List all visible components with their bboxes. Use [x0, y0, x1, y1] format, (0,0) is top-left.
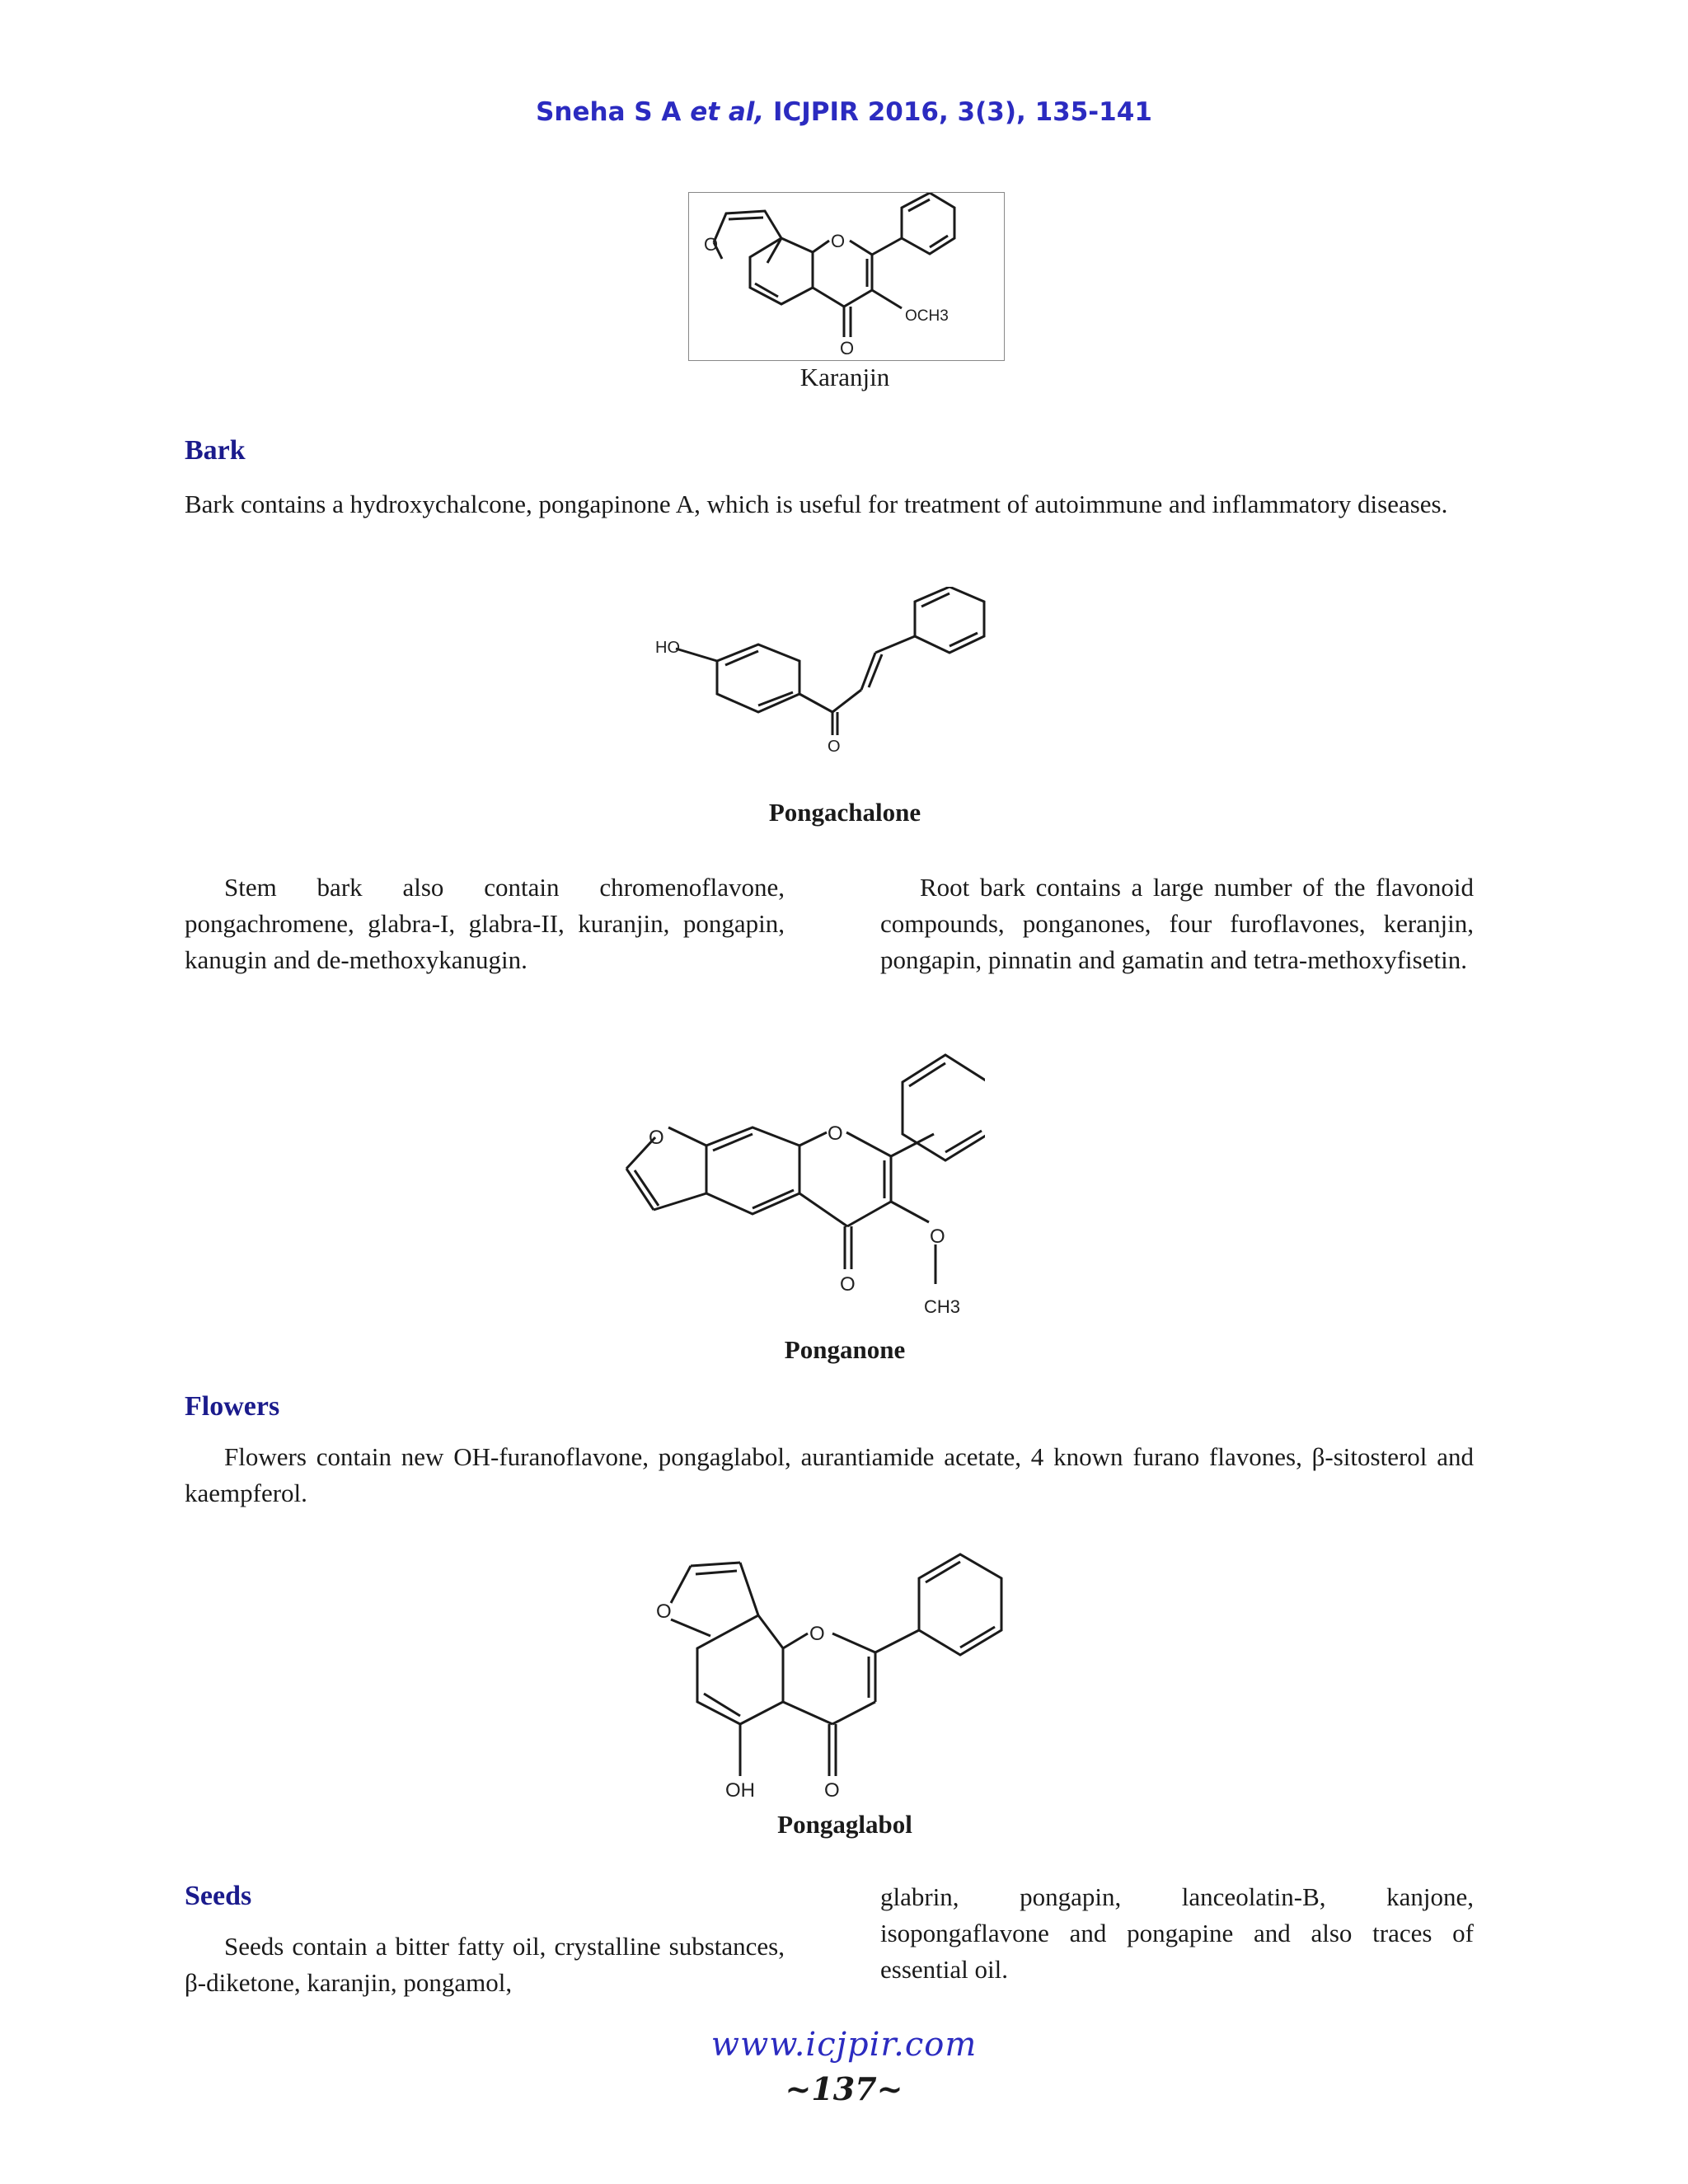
page-number: ~137~ — [785, 2070, 903, 2107]
karanjin-structure — [689, 193, 1004, 360]
pongaglabol-oh: OH — [725, 1779, 755, 1802]
karanjin-caption: Karanjin — [799, 363, 890, 391]
ponganone-structure — [614, 1045, 985, 1321]
seeds-heading: Seeds — [185, 1881, 252, 1911]
flowers-heading: Flowers — [185, 1391, 280, 1422]
pongachalone-o-keto: O — [828, 738, 841, 752]
pongachalone-structure — [643, 587, 1022, 752]
ponganone-o-methoxy: O — [930, 1226, 945, 1248]
karanjin-o-pyran: O — [831, 231, 846, 251]
ponganone-o-furan: O — [649, 1127, 664, 1149]
ponganone-caption: Ponganone — [784, 1335, 906, 1364]
header-authors: Sneha S A — [536, 97, 682, 127]
bark-heading: Bark — [185, 435, 246, 466]
pongaglabol-o-keto: O — [824, 1779, 840, 1802]
stem-bark-paragraph: Stem bark also contain chromenoflavone, pongachromene, glabra-I, glabra-II, kuranjin, pongapin, kanugin and de-methoxykanugin. — [185, 873, 785, 974]
running-head — [0, 97, 1688, 127]
footer-url[interactable]: www.icjpir.com — [710, 2026, 978, 2064]
pongaglabol-o-furan: O — [656, 1601, 672, 1623]
pongaglabol-caption: Pongaglabol — [777, 1810, 912, 1839]
flowers-paragraph: Flowers contain new OH-furanoflavone, pongaglabol, aurantiamide acetate, 4 known furano flavones, β-sitosterol and kaempferol. — [185, 1442, 1474, 1507]
pongaglabol-structure — [635, 1541, 1030, 1805]
header-etal: et al, — [690, 97, 765, 127]
pongaglabol-o-pyran: O — [809, 1623, 825, 1645]
karanjin-o-keto: O — [840, 338, 855, 359]
karanjin-figure — [688, 192, 1005, 361]
bark-paragraph: Bark contains a hydroxychalcone, pongapinone A, which is useful for treatment of autoimmune and inflammatory diseases. — [185, 490, 1448, 518]
karanjin-och3: OCH3 — [905, 307, 949, 325]
pongachalone-ho: HO — [655, 639, 680, 657]
pongachalone-caption: Pongachalone — [768, 798, 921, 827]
ponganone-o-keto: O — [840, 1273, 856, 1296]
ponganone-o-pyran: O — [828, 1122, 843, 1145]
ponganone-ch3: CH3 — [924, 1296, 961, 1317]
seeds-paragraph-right: glabrin, pongapin, lanceolatin-B, kanjone, isopongaflavone and pongapine and also traces of essential oil. — [880, 1882, 1474, 1984]
header-citation: ICJPIR 2016, 3(3), 135-141 — [772, 97, 1152, 127]
karanjin-o-furan: O — [704, 234, 719, 255]
root-bark-paragraph: Root bark contains a large number of the flavonoid compounds, ponganones, four furoflavones, keranjin, pongapin, pinnatin and gamatin and tetra-methoxyfisetin. — [880, 873, 1474, 974]
seeds-paragraph-left: Seeds contain a bitter fatty oil, crystalline substances, β-diketone, karanjin, pongamol, — [185, 1932, 785, 1997]
